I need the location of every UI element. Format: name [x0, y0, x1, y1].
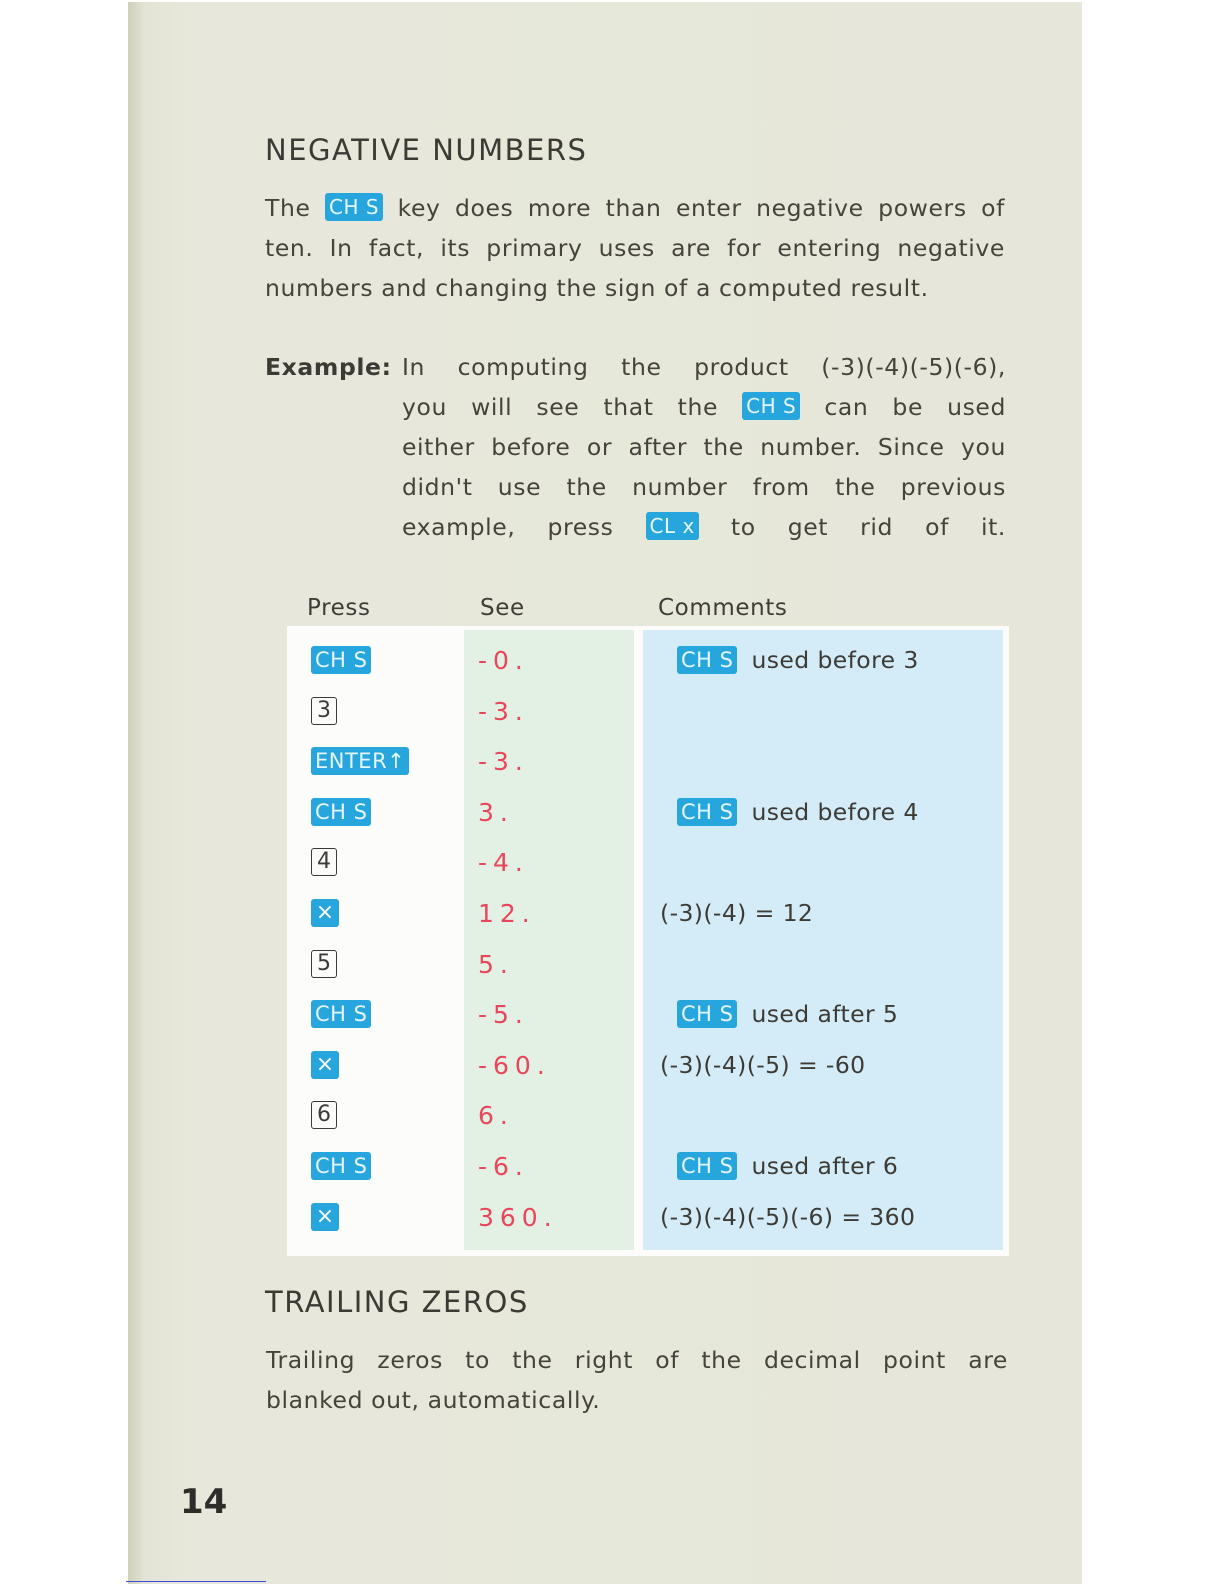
multiply-key: ×	[311, 1203, 339, 1231]
example-line-1: In computing the product (-3)(-4)(-5)(-6),	[402, 353, 1006, 381]
table-row-display: 5.	[478, 949, 514, 979]
comment-text: (-3)(-4)(-5)(-6) = 360	[660, 1203, 916, 1231]
bottom-rule	[126, 1581, 266, 1582]
table-row-press	[311, 994, 371, 1034]
chs-key: CH S	[311, 798, 371, 826]
comment-text: used before 4	[751, 798, 919, 826]
table-row-press	[311, 1197, 339, 1237]
chs-key: CH S	[677, 1000, 737, 1028]
intro-line-1	[265, 188, 1005, 228]
table-row-display: -0.	[478, 645, 529, 675]
comment-text: (-3)(-4)(-5) = -60	[660, 1051, 866, 1079]
table-row-press	[311, 640, 371, 680]
chs-key: CH S	[677, 798, 737, 826]
table-row-comment	[677, 994, 898, 1034]
example-line-2	[402, 387, 1006, 427]
intro-line-2: ten. In fact, its primary uses are for entering negative	[265, 234, 1005, 262]
example-line-4: didn't use the number from the previous	[402, 473, 1006, 501]
digit-key: 3	[311, 697, 337, 725]
table-row-comment	[677, 1146, 898, 1186]
table-row-comment	[660, 1197, 915, 1237]
chs-key: CH S	[311, 1152, 371, 1180]
digit-key: 4	[311, 848, 337, 876]
example-line-2-pre: you will see that the	[402, 393, 719, 421]
table-row-press	[311, 1146, 371, 1186]
multiply-key: ×	[311, 899, 339, 927]
column-header-comments: Comments	[658, 595, 788, 621]
chs-key: CH S	[677, 1152, 737, 1180]
digit-key: 6	[311, 1101, 337, 1129]
example-line-3: either before or after the number. Since you	[402, 433, 1006, 461]
table-row-display: 12.	[478, 898, 536, 928]
table-row-comment	[677, 792, 919, 832]
table-row-press	[311, 944, 337, 984]
table-row-press	[311, 842, 337, 882]
table-row-display: -60.	[478, 1050, 551, 1080]
example-line-5-post: to get rid of it.	[730, 513, 1006, 541]
table-row-display: 360.	[478, 1202, 558, 1232]
chs-key: CH S	[677, 646, 737, 674]
comment-text: used before 3	[751, 646, 919, 674]
chs-key-inline: CH S	[325, 193, 383, 221]
page-binding-edge	[128, 2, 142, 1584]
table-row-comment	[677, 640, 919, 680]
table-row-display: -4.	[478, 847, 529, 877]
chs-key-inline: CH S	[742, 392, 800, 420]
chs-key: CH S	[311, 1000, 371, 1028]
multiply-key: ×	[311, 1051, 339, 1079]
table-row-press	[311, 893, 339, 933]
example-label: Example:	[265, 353, 392, 381]
column-header-press: Press	[307, 595, 371, 621]
section-title-trailing-zeros: TRAILING ZEROS	[265, 1285, 529, 1319]
comment-text: used after 5	[751, 1000, 899, 1028]
table-row-press	[311, 691, 337, 731]
clx-key-inline: CL x	[646, 512, 699, 540]
table-row-display: -5.	[478, 999, 529, 1029]
table-row-display: 3.	[478, 797, 514, 827]
example-line-5-pre: example, press	[402, 513, 614, 541]
table-row-press	[311, 1095, 337, 1135]
table-row-display: -3.	[478, 696, 529, 726]
table-row-press	[311, 1045, 339, 1085]
table-row-comment	[660, 893, 813, 933]
trailing-zeros-line-1: Trailing zeros to the right of the decimal point are	[266, 1346, 1008, 1374]
table-row-comment	[660, 1045, 866, 1085]
page-number: 14	[180, 1482, 228, 1522]
section-title-negative-numbers: NEGATIVE NUMBERS	[265, 133, 588, 167]
table-row-press	[311, 741, 409, 781]
column-header-see: See	[480, 595, 525, 621]
comment-text: (-3)(-4) = 12	[660, 899, 814, 927]
table-row-display: -6.	[478, 1151, 529, 1181]
example-line-2-post: can be used	[824, 393, 1007, 421]
enter-key: ENTER↑	[311, 747, 409, 775]
chs-key: CH S	[311, 646, 371, 674]
intro-line-3: numbers and changing the sign of a computed result.	[265, 274, 929, 302]
intro-text-line1: key does more than enter negative powers of	[397, 194, 1005, 222]
digit-key: 5	[311, 950, 337, 978]
comment-text: used after 6	[751, 1152, 899, 1180]
table-row-display: -3.	[478, 746, 529, 776]
trailing-zeros-line-2: blanked out, automatically.	[266, 1386, 601, 1414]
table-row-display: 6.	[478, 1100, 514, 1130]
intro-text-the: The	[265, 194, 311, 222]
table-row-press	[311, 792, 371, 832]
example-line-5	[402, 507, 1006, 547]
